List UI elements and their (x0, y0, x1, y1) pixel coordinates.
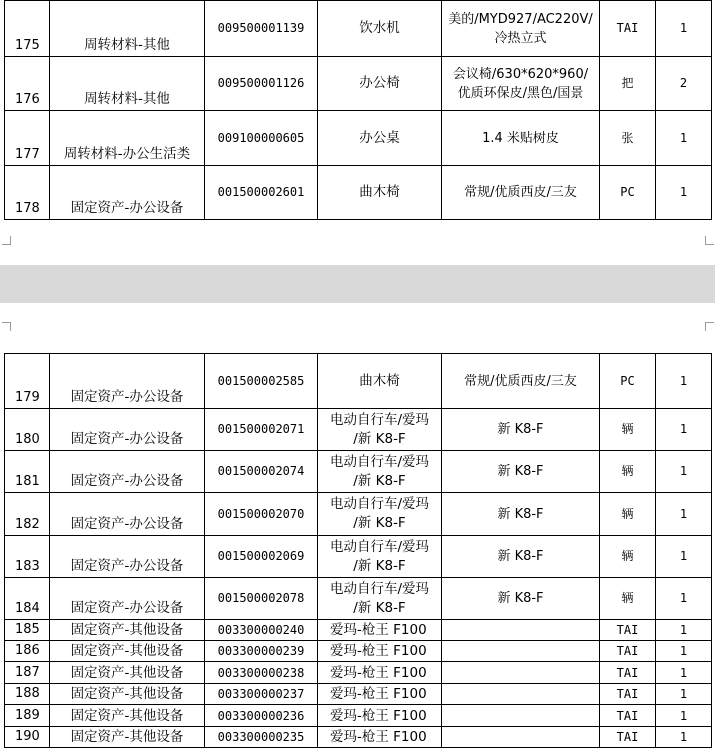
table-row (5, 1, 712, 57)
category-cell: 固定资产-其他设备 (50, 641, 205, 662)
page-separator (0, 265, 715, 307)
category-cell: 固定资产-办公设备 (50, 166, 205, 220)
item-name-cell (318, 451, 442, 493)
quantity-cell: 1 (656, 727, 712, 748)
item-name-cell: 爱玛-枪王 F100 (318, 705, 442, 727)
category-cell: 周转材料-其他 (50, 57, 205, 111)
row-number: 181 (5, 451, 50, 493)
category-cell: 固定资产-办公设备 (50, 493, 205, 536)
spec-cell (442, 641, 600, 662)
name-line-1: 电动自行车/爱玛 (329, 411, 430, 428)
unit-cell: TAI (600, 1, 656, 57)
quantity-cell: 1 (656, 705, 712, 727)
unit-cell: 把 (600, 57, 656, 111)
item-name-cell (318, 578, 442, 620)
asset-table-page-1 (4, 0, 712, 220)
material-code-cell: 003300000237 (205, 684, 318, 705)
row-number: 190 (5, 727, 50, 748)
table-row (5, 111, 712, 166)
quantity-cell: 1 (656, 354, 712, 409)
category-cell: 周转材料-其他 (50, 1, 205, 57)
spec-cell: 新 K8-F (442, 451, 600, 493)
item-name-cell (318, 493, 442, 536)
spec-line-2: 优质环保皮/黑色/国景 (457, 85, 584, 101)
unit-cell: 辆 (600, 536, 656, 578)
table-body-page-1 (5, 1, 712, 220)
quantity-cell: 1 (656, 451, 712, 493)
unit-cell: 辆 (600, 578, 656, 620)
row-number: 180 (5, 409, 50, 451)
table-row (5, 409, 712, 451)
table-row (5, 578, 712, 620)
unit-cell: PC (600, 166, 656, 220)
name-line-2: /新 K8-F (353, 472, 406, 489)
table-row (5, 354, 712, 409)
quantity-cell: 1 (656, 684, 712, 705)
material-code-cell: 001500002070 (205, 493, 318, 536)
table-body-compact (5, 620, 712, 748)
name-line-2: /新 K8-F (353, 557, 406, 574)
material-code-cell: 001500002078 (205, 578, 318, 620)
row-number: 184 (5, 578, 50, 620)
material-code-cell: 009500001126 (205, 57, 318, 111)
spec-cell: 新 K8-F (442, 578, 600, 620)
document-page-2 (0, 307, 715, 751)
quantity-cell: 1 (656, 1, 712, 57)
row-number: 176 (5, 57, 50, 111)
spec-cell (442, 57, 600, 111)
name-line-2: /新 K8-F (353, 515, 406, 531)
name-line-1: 电动自行车/爱玛 (329, 580, 430, 597)
unit-cell: 辆 (600, 451, 656, 493)
row-number: 175 (5, 1, 50, 57)
category-cell: 固定资产-其他设备 (50, 705, 205, 727)
material-code-cell: 009100000605 (205, 111, 318, 166)
material-code-cell: 001500002074 (205, 451, 318, 493)
item-name-cell (318, 536, 442, 578)
spec-cell (442, 662, 600, 684)
row-number: 186 (5, 641, 50, 662)
unit-cell: 辆 (600, 493, 656, 536)
page-corner-mark (705, 322, 714, 331)
spec-cell (442, 620, 600, 641)
unit-cell: TAI (600, 684, 656, 705)
spec-cell: 1.4 米贴树皮 (442, 111, 600, 166)
item-name-cell: 办公桌 (318, 111, 442, 166)
spec-cell: 常规/优质西皮/三友 (442, 166, 600, 220)
item-name-cell: 爱玛-枪王 F100 (318, 641, 442, 662)
material-code-cell: 001500002071 (205, 409, 318, 451)
table-row (5, 536, 712, 578)
table-row (5, 166, 712, 220)
name-line-2: /新 K8-F (353, 599, 406, 616)
category-cell: 固定资产-办公设备 (50, 354, 205, 409)
item-name-cell: 曲木椅 (318, 354, 442, 409)
spec-cell: 新 K8-F (442, 493, 600, 536)
material-code-cell: 003300000236 (205, 705, 318, 727)
table-row (5, 684, 712, 705)
material-code-cell: 003300000240 (205, 620, 318, 641)
quantity-cell: 1 (656, 493, 712, 536)
spec-cell (442, 705, 600, 727)
quantity-cell: 1 (656, 620, 712, 641)
quantity-cell: 1 (656, 641, 712, 662)
material-code-cell: 003300000235 (205, 727, 318, 748)
row-number: 189 (5, 705, 50, 727)
row-number: 179 (5, 354, 50, 409)
category-cell: 固定资产-办公设备 (50, 578, 205, 620)
spec-cell (442, 727, 600, 748)
item-name-cell: 爱玛-枪王 F100 (318, 620, 442, 641)
unit-cell: 张 (600, 111, 656, 166)
row-number: 178 (5, 166, 50, 220)
quantity-cell: 1 (656, 578, 712, 620)
row-number: 183 (5, 536, 50, 578)
page-corner-mark (705, 236, 714, 245)
unit-cell: TAI (600, 705, 656, 727)
name-line-2: /新 K8-F (353, 430, 406, 447)
unit-cell: TAI (600, 641, 656, 662)
category-cell: 固定资产-其他设备 (50, 662, 205, 684)
spec-line-2: 冷热立式 (494, 30, 547, 46)
asset-table-page-2 (4, 353, 712, 748)
item-name-cell: 爱玛-枪王 F100 (318, 727, 442, 748)
spec-cell: 新 K8-F (442, 536, 600, 578)
category-cell: 固定资产-其他设备 (50, 684, 205, 705)
table-row (5, 727, 712, 748)
table-row (5, 493, 712, 536)
material-code-cell: 003300000238 (205, 662, 318, 684)
quantity-cell: 1 (656, 409, 712, 451)
item-name-cell: 爱玛-枪王 F100 (318, 684, 442, 705)
unit-cell: TAI (600, 727, 656, 748)
page-corner-mark (2, 236, 11, 245)
table-body-page-2 (5, 354, 712, 620)
table-row (5, 57, 712, 111)
spec-line-1: 美的/MYD927/AC220V/ (448, 11, 593, 27)
quantity-cell: 1 (656, 536, 712, 578)
material-code-cell: 003300000239 (205, 641, 318, 662)
unit-cell: TAI (600, 620, 656, 641)
table-row (5, 662, 712, 684)
item-name-cell: 爱玛-枪王 F100 (318, 662, 442, 684)
unit-cell: TAI (600, 662, 656, 684)
quantity-cell: 1 (656, 662, 712, 684)
spec-cell (442, 684, 600, 705)
page-corner-mark (2, 322, 11, 331)
item-name-cell: 饮水机 (318, 1, 442, 57)
category-cell: 固定资产-办公设备 (50, 409, 205, 451)
quantity-cell: 2 (656, 57, 712, 111)
row-number: 188 (5, 684, 50, 705)
quantity-cell: 1 (656, 111, 712, 166)
row-number: 185 (5, 620, 50, 641)
spec-cell (442, 1, 600, 57)
category-cell: 周转材料-办公生活类 (50, 111, 205, 166)
unit-cell: PC (600, 354, 656, 409)
quantity-cell: 1 (656, 166, 712, 220)
spec-line-1: 会议椅/630*620*960/ (452, 66, 589, 82)
table-row (5, 705, 712, 727)
material-code-cell: 009500001139 (205, 1, 318, 57)
row-number: 182 (5, 493, 50, 536)
table-row (5, 451, 712, 493)
item-name-cell: 办公椅 (318, 57, 442, 111)
category-cell: 固定资产-办公设备 (50, 451, 205, 493)
category-cell: 固定资产-其他设备 (50, 727, 205, 748)
material-code-cell: 001500002585 (205, 354, 318, 409)
item-name-cell: 曲木椅 (318, 166, 442, 220)
name-line-1: 电动自行车/爱玛 (329, 538, 430, 555)
row-number: 177 (5, 111, 50, 166)
spec-cell: 常规/优质西皮/三友 (442, 354, 600, 409)
material-code-cell: 001500002069 (205, 536, 318, 578)
item-name-cell (318, 409, 442, 451)
document-page-1 (0, 0, 715, 265)
unit-cell: 辆 (600, 409, 656, 451)
row-number: 187 (5, 662, 50, 684)
material-code-cell: 001500002601 (205, 166, 318, 220)
category-cell: 固定资产-其他设备 (50, 620, 205, 641)
category-cell: 固定资产-办公设备 (50, 536, 205, 578)
name-line-1: 电动自行车/爱玛 (329, 453, 430, 470)
name-line-1: 电动自行车/爱玛 (329, 496, 430, 512)
spec-cell: 新 K8-F (442, 409, 600, 451)
table-row (5, 641, 712, 662)
table-row (5, 620, 712, 641)
